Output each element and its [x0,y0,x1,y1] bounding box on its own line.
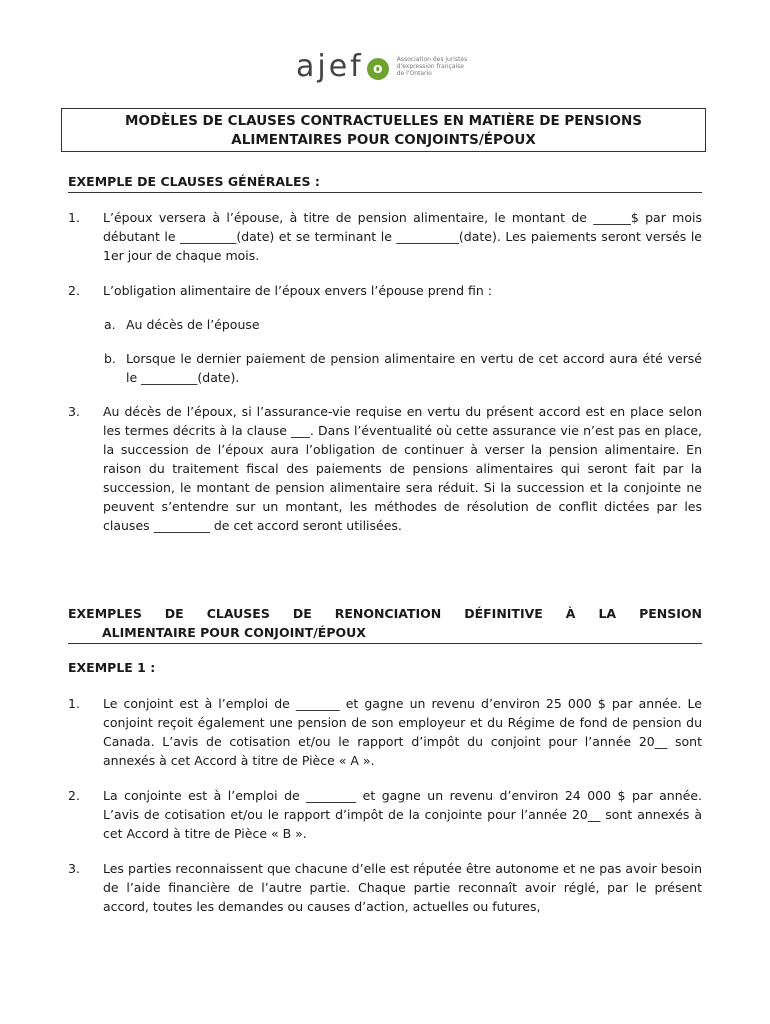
logo-tagline: Association des juristes d'expression française de l'Ontario [396,55,468,77]
clause-text: Le conjoint est à l’emploi de _______ et gagne un revenu d’environ 25 000 $ par année. Le conjoint reçoit également une pension de son employeur et du Régime de fond de pension du Canada. L’avis de cotisation et/ou le rapport d’impôt du conjoint pour l’année 20__ sont annexés à cet Accord à titre de Pièce « A ». [103,696,702,768]
section-heading-waiver-clauses [68,604,702,644]
clause-text: Les parties reconnaissent que chacune d’elle est réputée être autonome et ne pas avoir besoin de l’aide financière de l’autre partie. Chaque partie reconnaît avoir réglé, par le présent accord, toutes les demandes ou causes d’action, actuelles ou futures, [103,861,702,914]
clause-number: 2. [68,788,80,803]
logo-wordmark: ajef [296,48,364,84]
clause-subitem [104,315,702,334]
clause-number: 1. [68,696,80,711]
document-title [61,108,706,152]
title-line-1: MODÈLES DE CLAUSES CONTRACTUELLES EN MATIÈRE DE PENSIONS [124,113,643,129]
clause-item [68,786,702,843]
title-line-2: ALIMENTAIRES POUR CONJOINTS/ÉPOUX [231,132,536,148]
example-1-heading: EXEMPLE 1 : [68,660,156,675]
ajefo-logo [296,46,477,86]
clause-item [68,208,702,265]
clause-number: 3. [68,861,80,876]
subitem-letter: a. [104,317,116,332]
clause-number: 2. [68,283,80,298]
subitem-text: Au décès de l’épouse [126,317,260,332]
heading-line-2: ALIMENTAIRE POUR CONJOINT/ÉPOUX [102,625,366,640]
clause-text: Au décès de l’époux, si l’assurance-vie requise en vertu du présent accord est en place selon les termes décrits à la clause ___. Dans l’éventualité où cette assurance vie n’est pas en place, la succession de l’époux aura l’obligation de continuer à verser la pension alimentaire. En raison du traitement fiscal des paiements de pensions alimentaires qui seront fait par la succession, le montant de pension alimentaire sera réduit. Si la succession et la conjointe ne peuvent s’entendre sur un montant, les méthodes de résolution de conflit dictées par les clauses _________ de cet accord seront utilisées. [103,404,702,533]
section-heading-general-clauses: EXEMPLE DE CLAUSES GÉNÉRALES : [68,172,702,193]
clause-number: 1. [68,210,80,225]
clause-item [68,859,702,916]
clause-number: 3. [68,404,80,419]
clause-text: L’obligation alimentaire de l’époux envers l’épouse prend fin : [103,283,492,298]
heading-line-1: EXEMPLES DE CLAUSES DE RENONCIATION DÉFINITIVE À LA PENSION [68,606,702,621]
clause-subitem [104,349,702,387]
clause-item [68,694,702,770]
clause-item [68,281,702,300]
clause-text: L’époux versera à l’épouse, à titre de pension alimentaire, le montant de ______$ par mois débutant le _________(date) et se terminant le __________(date). Les paiements seront versés le 1er jour de chaque mois. [103,210,702,263]
clause-text: La conjointe est à l’emploi de ________ et gagne un revenu d’environ 24 000 $ par année. L’avis de cotisation et/ou le rapport d’impôt de la conjointe pour l’année 20__ sont annexés à cet Accord à titre de Pièce « B ». [103,788,702,841]
subitem-letter: b. [104,351,116,366]
logo-o-circle-icon: o [367,58,389,80]
clause-item [68,402,702,535]
subitem-text: Lorsque le dernier paiement de pension alimentaire en vertu de cet accord aura été versé le _________(date). [126,351,702,385]
